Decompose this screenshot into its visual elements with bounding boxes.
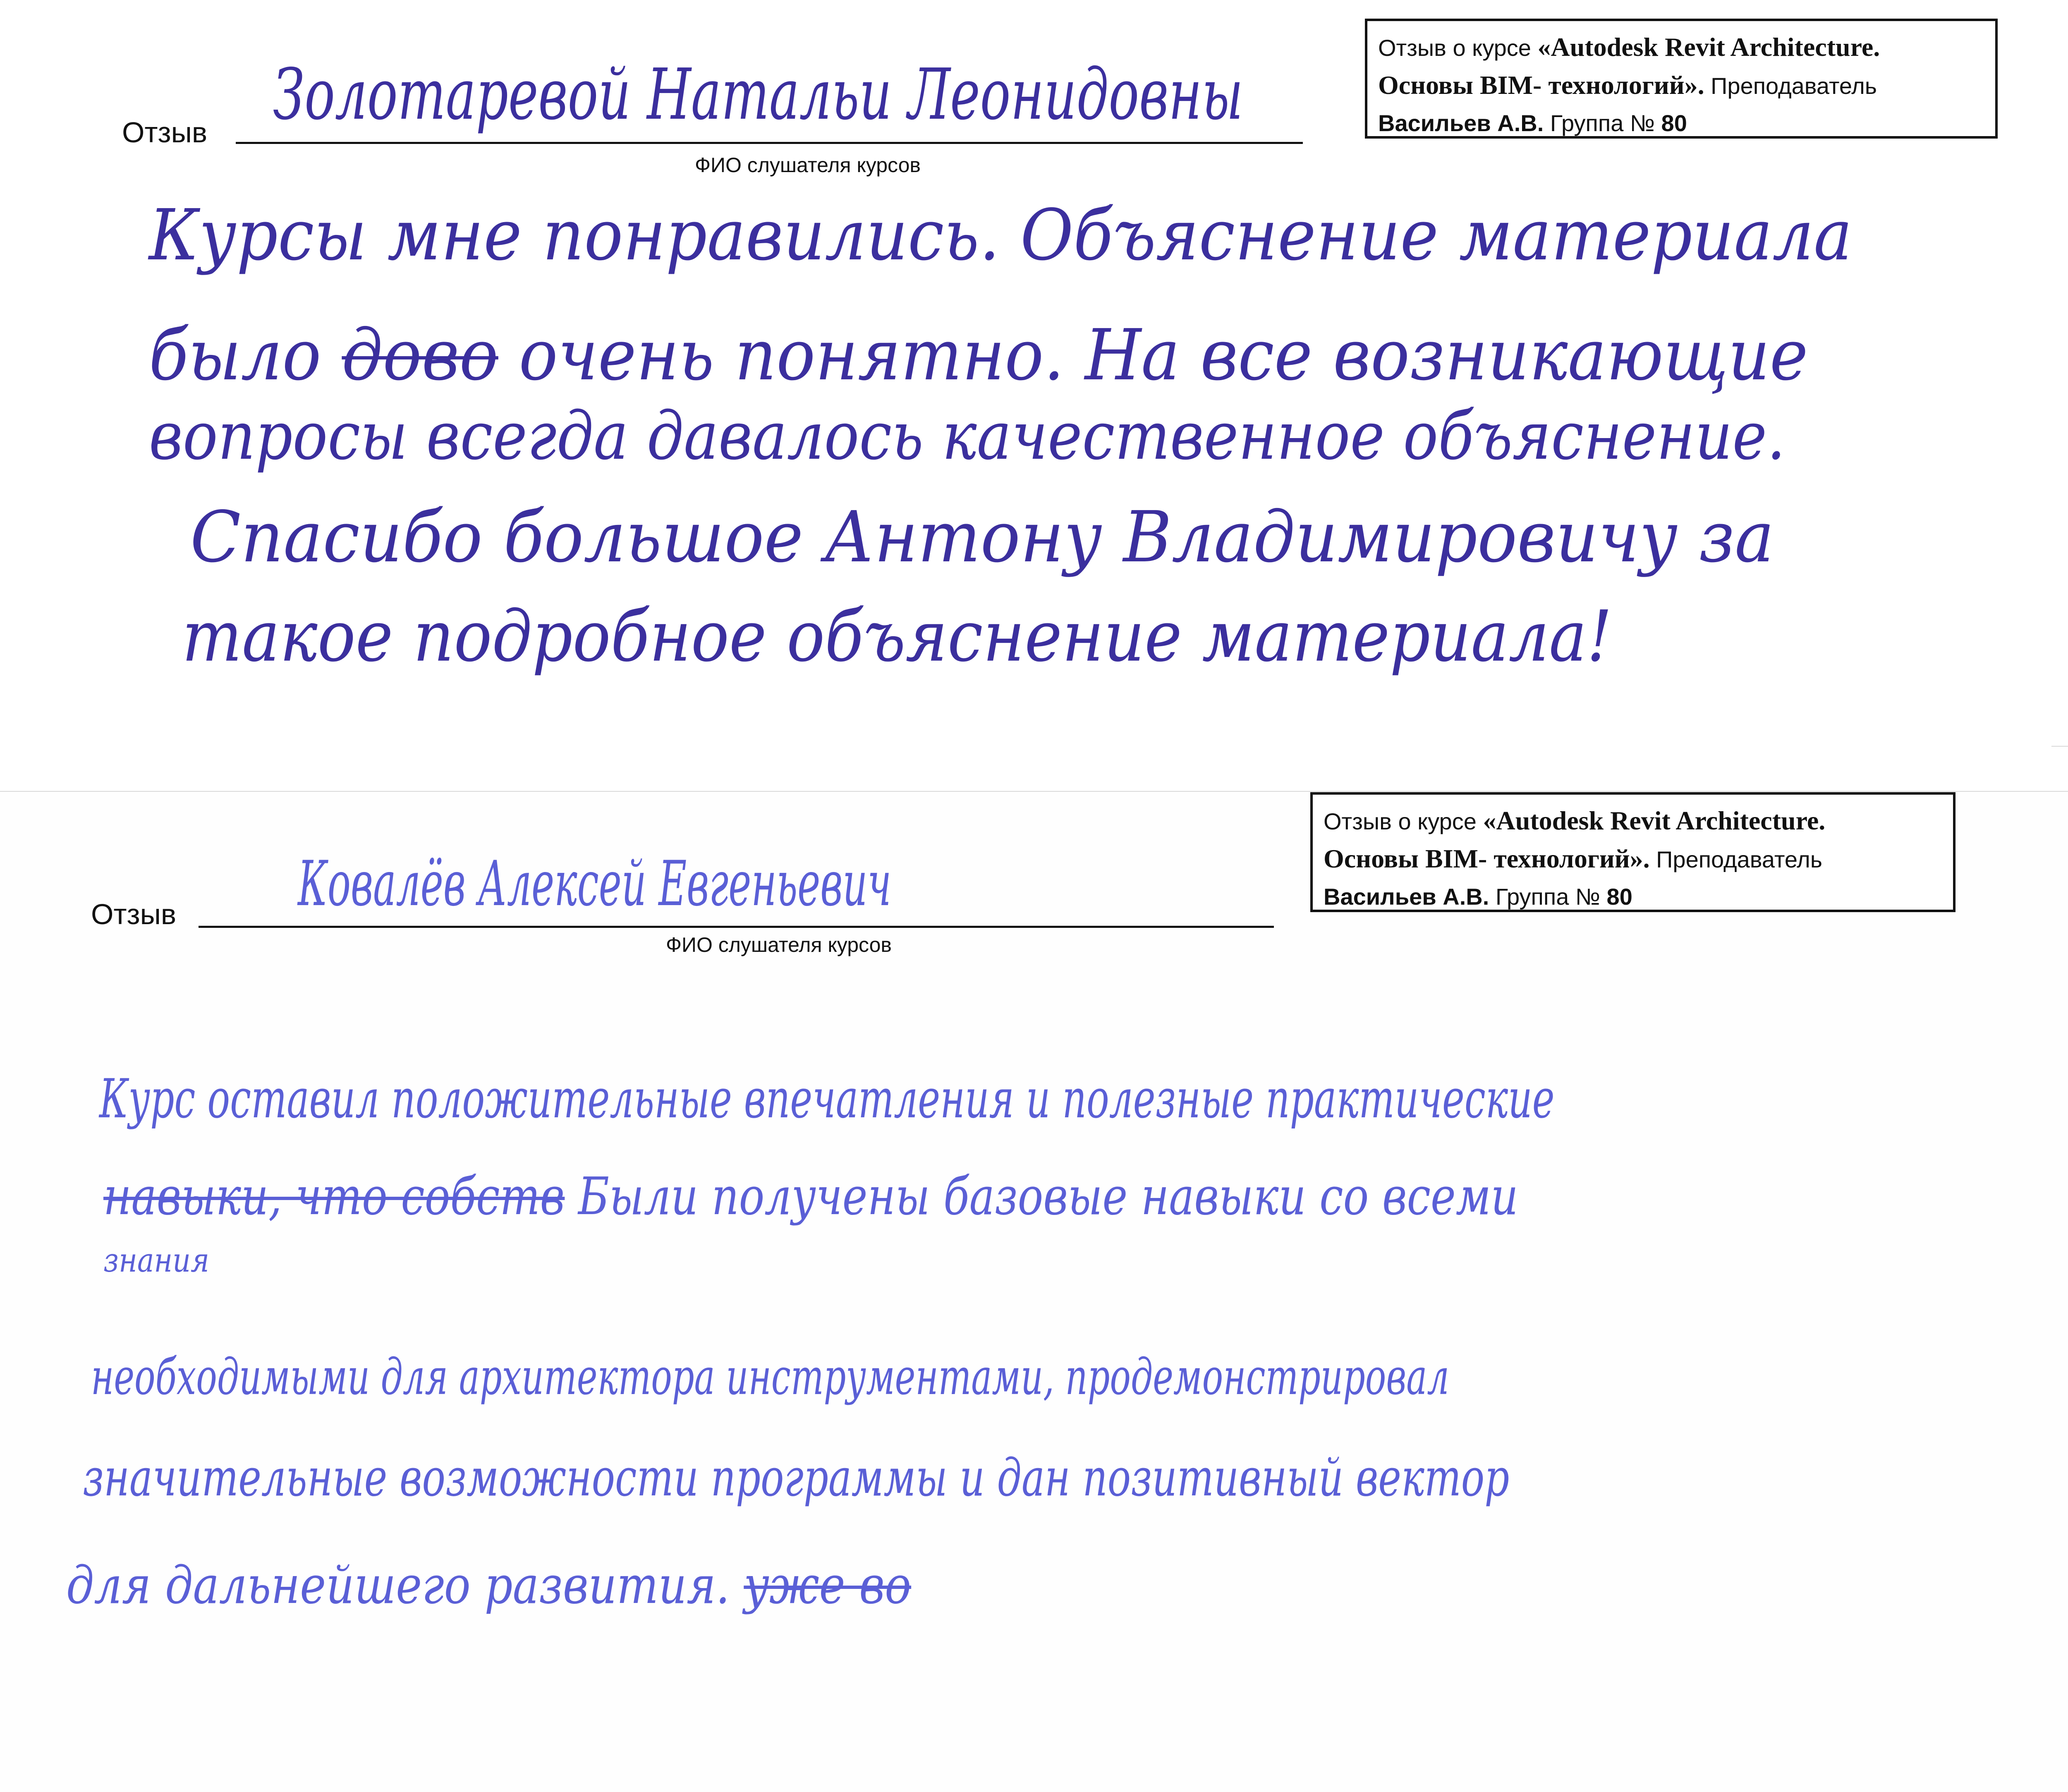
review-text-line: такое подробное объяснение материала! bbox=[182, 596, 1612, 678]
fio-caption: ФИО слушателя курсов bbox=[666, 933, 892, 956]
review-text-fragment: знания bbox=[103, 1241, 210, 1279]
review-text-line bbox=[66, 1555, 911, 1615]
course-name: «Autodesk Revit Architecture. bbox=[1483, 806, 1826, 835]
review-label: Отзыв bbox=[122, 116, 208, 149]
name-underline bbox=[199, 926, 1274, 928]
name-underline bbox=[236, 142, 1303, 144]
sheet-edge bbox=[0, 791, 2068, 792]
strikethrough-text: уже во bbox=[744, 1555, 912, 1615]
text-fragment: Были получены базовые навыки со всеми bbox=[578, 1167, 1518, 1227]
reviewer-name: Ковалёв Алексей Евгеньевич bbox=[298, 848, 892, 920]
sheet-edge-top bbox=[2051, 746, 2068, 747]
teacher-label: Преподаватель bbox=[1649, 846, 1822, 872]
fio-caption: ФИО слушателя курсов bbox=[695, 153, 921, 177]
course-info-box bbox=[1365, 19, 1998, 139]
course-name-line2: Основы BIM- технологий». bbox=[1378, 70, 1704, 100]
group-label: Группа № bbox=[1489, 884, 1607, 910]
group-label: Группа № bbox=[1544, 110, 1661, 136]
text-fragment: было bbox=[149, 314, 321, 396]
text-fragment: для дальнейшего развития. bbox=[66, 1555, 730, 1615]
review-text-line bbox=[91, 1349, 1460, 1406]
text-fragment: очень понятно. На все возникающие bbox=[519, 314, 1808, 396]
reviewer-name: Золотаревой Натальи Леонидовны bbox=[273, 54, 1243, 136]
review-text-line: Курс оставил положительные впечатления и полезные практические bbox=[99, 1067, 1555, 1130]
course-prefix: Отзыв о курсе bbox=[1324, 808, 1483, 834]
review-text-line: вопросы всегда давалось качественное объяснение. bbox=[149, 397, 1786, 474]
strikethrough-text: навыки, что собств bbox=[103, 1167, 565, 1227]
review-text-line bbox=[103, 1167, 1518, 1227]
review-sheet-2 bbox=[0, 792, 2068, 1792]
course-info-box bbox=[1310, 792, 1956, 912]
group-number: 80 bbox=[1606, 884, 1632, 910]
course-name-line2: Основы BIM- технологий». bbox=[1324, 844, 1650, 873]
review-text-line: значительные возможности программы и дан позитивный вектор bbox=[83, 1448, 1510, 1508]
teacher-label: Преподаватель bbox=[1704, 73, 1877, 99]
course-prefix: Отзыв о курсе bbox=[1378, 35, 1538, 61]
review-text-line bbox=[149, 314, 1808, 396]
teacher-name: Васильев А.В. bbox=[1324, 884, 1489, 910]
strikethrough-text: дово bbox=[342, 314, 498, 396]
review-text-line: Спасибо большое Антону Владимировичу за bbox=[190, 496, 1774, 578]
group-number: 80 bbox=[1661, 110, 1687, 136]
course-name: «Autodesk Revit Architecture. bbox=[1537, 32, 1880, 62]
review-text-line: Курсы мне понравились. Объяснение материала bbox=[149, 194, 1853, 276]
teacher-name: Васильев А.В. bbox=[1378, 110, 1544, 136]
text-fragment: необходимыми для архитектора инструментами, продемонстрировал bbox=[91, 1349, 1449, 1406]
review-label: Отзыв bbox=[91, 898, 177, 930]
